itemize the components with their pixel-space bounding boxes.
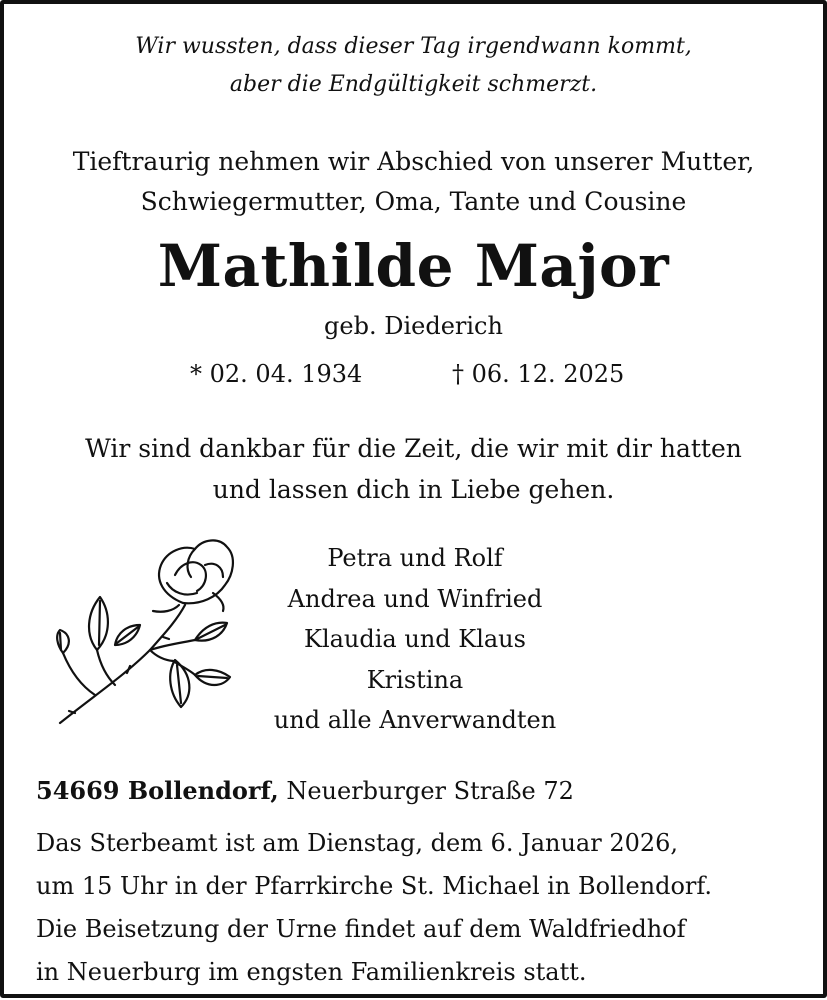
family-entry: und alle Anverwandten bbox=[273, 706, 557, 734]
service-line: Das Sterbeamt ist am Dienstag, dem 6. Januar 2026, bbox=[36, 829, 679, 857]
service-line: Die Beisetzung der Urne findet auf dem Waldfriedhof bbox=[36, 915, 686, 943]
family-list bbox=[235, 538, 595, 741]
motto-line-1: Wir wussten, dass dieser Tag irgendwann kommt, bbox=[135, 34, 692, 59]
service-info bbox=[36, 822, 796, 994]
family-entry: Andrea und Winfried bbox=[287, 584, 543, 613]
birth-date: * 02. 04. 1934 bbox=[190, 360, 363, 388]
intro-text bbox=[0, 142, 827, 222]
rose-icon bbox=[55, 535, 240, 735]
motto-line-2: aber die Endgültigkeit schmerzt. bbox=[229, 72, 598, 97]
family-entry: Petra und Rolf bbox=[327, 544, 503, 572]
death-date: † 06. 12. 2025 bbox=[452, 360, 625, 388]
thanks-line-2: und lassen dich in Liebe gehen. bbox=[212, 475, 615, 504]
address-place: 54669 Bollendorf, bbox=[36, 776, 279, 805]
family-entry: Kristina bbox=[366, 665, 464, 694]
service-line: um 15 Uhr in der Pfarrkirche St. Michael in Bollendorf. bbox=[36, 872, 713, 900]
thanks-text bbox=[0, 428, 827, 510]
address-street: Neuerburger Straße 72 bbox=[286, 777, 574, 805]
thanks-line-1: Wir sind dankbar für die Zeit, die wir mit dir hatten bbox=[85, 434, 742, 463]
family-entry: Klaudia und Klaus bbox=[304, 625, 526, 653]
intro-line-2: Schwiegermutter, Oma, Tante und Cousine bbox=[140, 187, 687, 216]
intro-line-1: Tieftraurig nehmen wir Abschied von unserer Mutter, bbox=[72, 147, 755, 176]
motto bbox=[0, 28, 827, 104]
address bbox=[36, 776, 574, 805]
birth-name: geb. Diederich bbox=[324, 312, 503, 340]
deceased-name: Mathilde Major bbox=[157, 232, 670, 300]
service-line: in Neuerburg im engsten Familienkreis statt. bbox=[36, 958, 587, 986]
